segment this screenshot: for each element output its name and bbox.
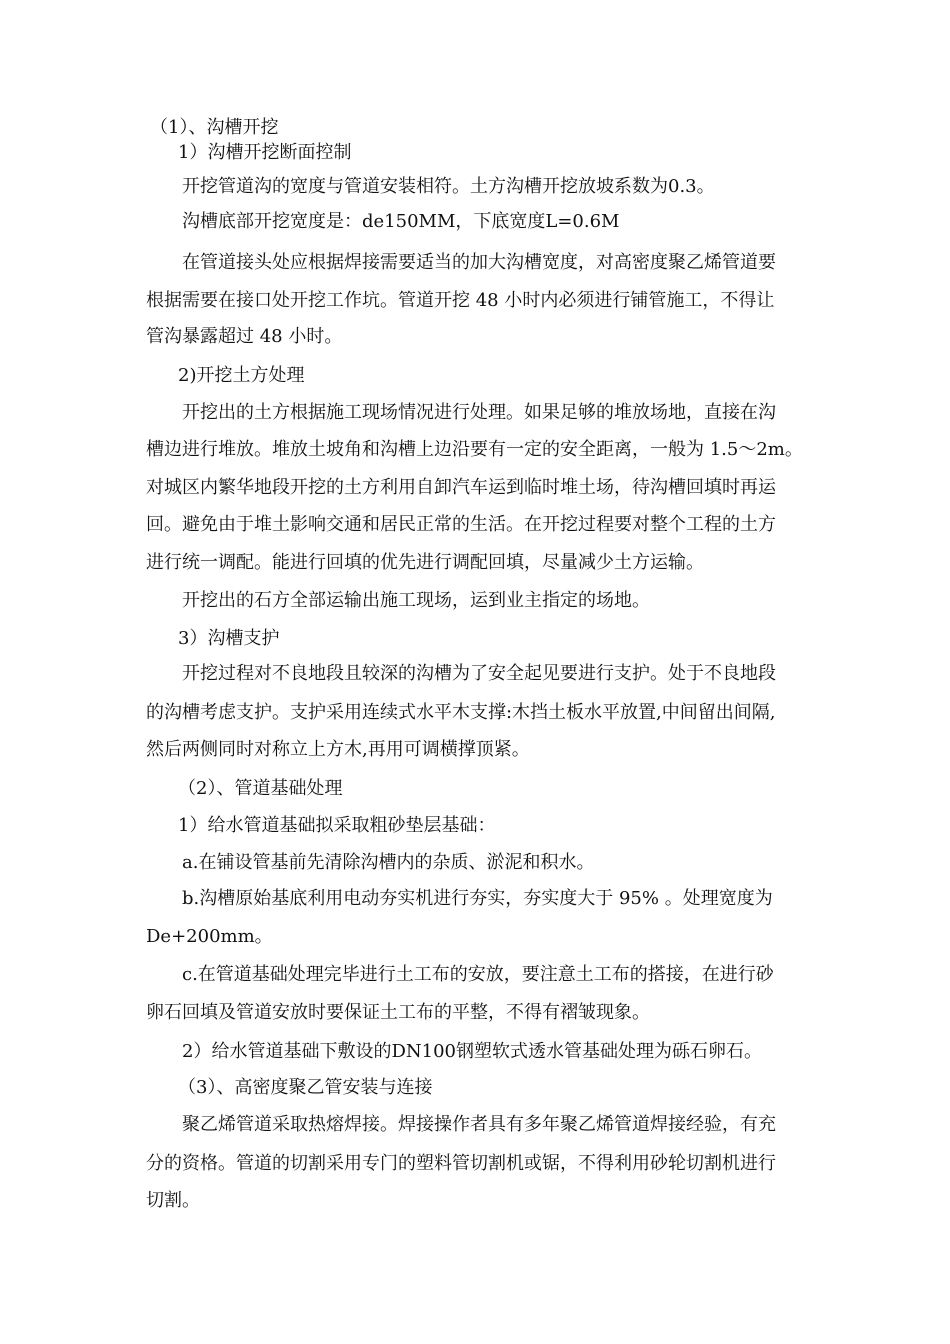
paragraph-line: 进行统一调配。能进行回填的优先进行调配回填，尽量减少土方运输。: [146, 552, 704, 573]
paragraph-line: a.在铺设管基前先清除沟槽内的杂质、淤泥和积水。: [182, 852, 595, 873]
heading-pipe-foundation: （2）、管道基础处理: [178, 778, 343, 799]
subheading-trench-support: 3）沟槽支护: [178, 628, 280, 649]
paragraph-line: 开挖出的石方全部运输出施工现场，运到业主指定的场地。: [182, 590, 650, 611]
subheading-sand-cushion: 1）给水管道基础拟采取粗砂垫层基础：: [178, 815, 496, 836]
paragraph-line: 在管道接头处应根据焊接需要适当的加大沟槽宽度，对高密度聚乙烯管道要: [182, 252, 776, 273]
paragraph-line: 开挖管道沟的宽度与管道安装相符。土方沟槽开挖放坡系数为0.3。: [182, 176, 715, 197]
paragraph-line: 分的资格。管道的切割采用专门的塑料管切割机或锯，不得利用砂轮切割机进行: [146, 1153, 776, 1174]
paragraph-line: 管沟暴露超过 48 小时。: [146, 326, 343, 347]
paragraph-line: 槽边进行堆放。堆放土坡角和沟槽上边沿要有一定的安全距离，一般为 1.5～2m。: [146, 439, 803, 460]
paragraph-line: 聚乙烯管道采取热熔焊接。焊接操作者具有多年聚乙烯管道焊接经验，有充: [182, 1114, 776, 1135]
subheading-section-control: 1）沟槽开挖断面控制: [178, 142, 352, 163]
paragraph-line: 切割。: [146, 1190, 200, 1211]
paragraph-line: 卵石回填及管道安放时要保证土工布的平整，不得有褶皱现象。: [146, 1002, 650, 1023]
paragraph-line: b.沟槽原始基底利用电动夯实机进行夯实，夯实度大于 95% 。处理宽度为: [182, 888, 773, 909]
paragraph-line: 然后两侧同时对称立上方木,再用可调横撑顶紧。: [146, 739, 530, 760]
paragraph-line: De+200mm。: [146, 926, 273, 947]
paragraph-line: 沟槽底部开挖宽度是：de150MM，下底宽度L=0.6M: [182, 211, 620, 232]
paragraph-line: 对城区内繁华地段开挖的土方利用自卸汽车运到临时堆土场，待沟槽回填时再运: [146, 477, 776, 498]
paragraph-line: 根据需要在接口处开挖工作坑。管道开挖 48 小时内必须进行铺管施工，不得让: [146, 290, 775, 311]
subheading-earthwork: 2)开挖土方处理: [178, 365, 305, 386]
paragraph-line: 开挖出的土方根据施工现场情况进行处理。如果足够的堆放场地，直接在沟: [182, 402, 776, 423]
paragraph-line: 回。避免由于堆土影响交通和居民正常的生活。在开挖过程要对整个工程的土方: [146, 514, 776, 535]
paragraph-line: 开挖过程对不良地段且较深的沟槽为了安全起见要进行支护。处于不良地段: [182, 663, 776, 684]
paragraph-line: 2）给水管道基础下敷设的DN100钢塑软式透水管基础处理为砾石卵石。: [182, 1041, 762, 1062]
heading-trench-excavation: （1）、沟槽开挖: [150, 117, 279, 138]
paragraph-line: 的沟槽考虑支护。支护采用连续式水平木支撑:木挡土板水平放置,中间留出间隔,: [146, 702, 776, 723]
heading-hdpe-installation: （3）、高密度聚乙管安装与连接: [178, 1077, 433, 1098]
paragraph-line: c.在管道基础处理完毕进行土工布的安放，要注意土工布的搭接，在进行砂: [182, 964, 774, 985]
